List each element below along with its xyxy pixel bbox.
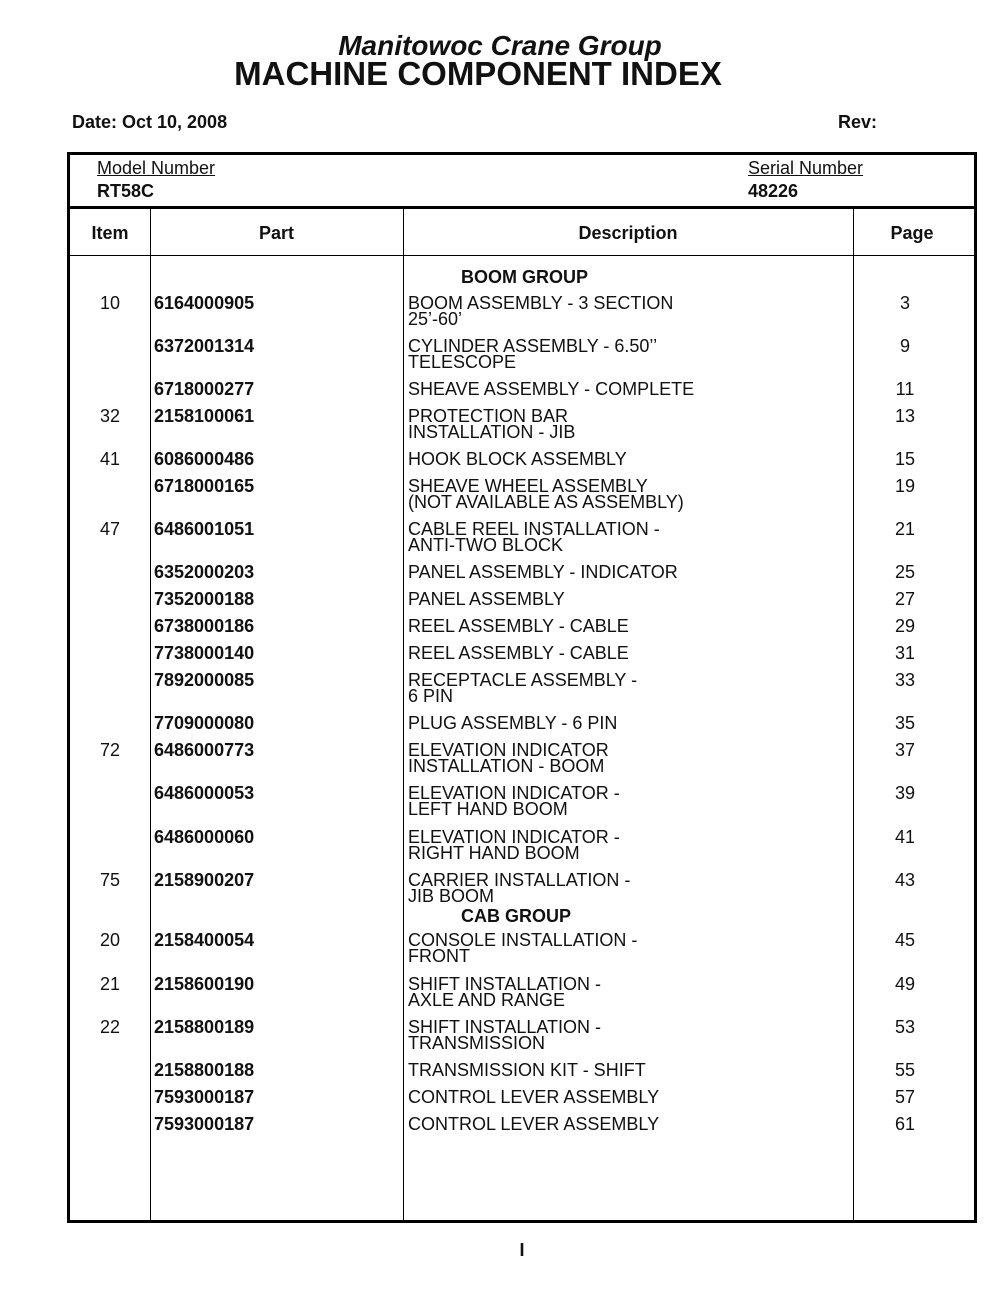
part-number: 2158800189 [154,1017,255,1037]
page-reference: 19 [894,476,916,496]
component-index-table [67,152,977,1223]
column-header-page: Page [890,223,934,243]
column-header-item: Item [91,223,129,243]
part-number: 6486001051 [154,519,255,539]
description-line: AXLE AND RANGE [408,990,566,1010]
part-number: 6738000186 [154,616,255,636]
part-number: 6718000277 [154,379,255,399]
page-reference: 35 [894,713,916,733]
description-line: (NOT AVAILABLE AS ASSEMBLY) [408,492,684,512]
description-line: SHEAVE WHEEL ASSEMBLY [408,476,648,496]
footer-page-number: I [519,1240,525,1260]
page-reference: 29 [894,616,916,636]
column-header-description: Description [578,223,678,243]
item-number: 10 [99,293,121,313]
model-number-label: Model Number [97,158,216,178]
page-reference: 61 [894,1114,916,1134]
page-reference: 11 [895,379,915,399]
page-reference: 9 [899,336,910,356]
item-number: 72 [99,740,121,760]
description-line: REEL ASSEMBLY - CABLE [408,643,629,663]
item-number: 75 [99,870,121,890]
item-number: 20 [99,930,121,950]
page-reference: 33 [894,670,916,690]
description-line: BOOM ASSEMBLY - 3 SECTION [408,293,674,313]
part-number: 6718000165 [154,476,255,496]
serial-number-label: Serial Number [748,158,864,178]
group-heading: BOOM GROUP [461,267,589,287]
description-line: FRONT [408,946,470,966]
part-number: 2158100061 [154,406,255,426]
description-line: PLUG ASSEMBLY - 6 PIN [408,713,618,733]
page-reference: 57 [894,1087,916,1107]
revision-label: Rev: [838,112,878,132]
page-reference: 25 [894,562,916,582]
page-reference: 13 [894,406,916,426]
description-line: CARRIER INSTALLATION - [408,870,631,890]
column-header-part: Part [258,223,294,243]
page-reference: 37 [894,740,916,760]
page-reference: 27 [894,589,916,609]
description-line: JIB BOOM [408,886,495,906]
description-line: PANEL ASSEMBLY [408,589,565,609]
part-number: 7709000080 [154,713,255,733]
description-line: 25’-60’ [408,309,463,329]
part-number: 6372001314 [154,336,255,356]
part-number: 6486000773 [154,740,255,760]
group-heading: CAB GROUP [461,906,572,926]
page-reference: 31 [894,643,916,663]
page-reference: 41 [894,827,916,847]
description-line: LEFT HAND BOOM [408,799,568,819]
serial-number-value: 48226 [748,181,799,201]
part-number: 2158600190 [154,974,255,994]
description-line: REEL ASSEMBLY - CABLE [408,616,629,636]
item-number: 32 [99,406,121,426]
page-reference: 53 [894,1017,916,1037]
part-number: 6486000053 [154,783,255,803]
item-number: 22 [99,1017,121,1037]
part-number: 7593000187 [154,1087,255,1107]
description-line: CYLINDER ASSEMBLY - 6.50’’ [408,336,658,356]
part-number: 2158800188 [154,1060,255,1080]
description-line: HOOK BLOCK ASSEMBLY [408,449,627,469]
page-reference: 55 [894,1060,916,1080]
description-line: SHEAVE ASSEMBLY - COMPLETE [408,379,695,399]
description-line: 6 PIN [408,686,454,706]
model-number-value: RT58C [97,181,155,201]
page-reference: 21 [894,519,916,539]
description-line: TRANSMISSION [408,1033,546,1053]
description-line: CONTROL LEVER ASSEMBLY [408,1114,660,1134]
description-line: RECEPTACLE ASSEMBLY - [408,670,638,690]
description-line: ANTI-TWO BLOCK [408,535,564,555]
page-reference: 49 [894,974,916,994]
description-line: PANEL ASSEMBLY - INDICATOR [408,562,678,582]
description-line: INSTALLATION - JIB [408,422,576,442]
document-title: MACHINE COMPONENT INDEX [234,55,722,92]
description-line: TELESCOPE [408,352,517,372]
part-number: 2158400054 [154,930,255,950]
description-line: ELEVATION INDICATOR - [408,827,620,847]
part-number: 7738000140 [154,643,255,663]
part-number: 7892000085 [154,670,255,690]
part-number: 6352000203 [154,562,255,582]
description-line: CONSOLE INSTALLATION - [408,930,638,950]
part-number: 6086000486 [154,449,255,469]
page-reference: 45 [894,930,916,950]
description-line: PROTECTION BAR [408,406,569,426]
description-line: SHIFT INSTALLATION - [408,974,602,994]
description-line: ELEVATION INDICATOR [408,740,609,760]
description-line: CABLE REEL INSTALLATION - [408,519,660,539]
page-reference: 39 [894,783,916,803]
description-line: ELEVATION INDICATOR - [408,783,620,803]
part-number: 7593000187 [154,1114,255,1134]
part-number: 6486000060 [154,827,255,847]
page-reference: 3 [899,293,910,313]
date-label: Date: Oct 10, 2008 [72,112,228,132]
table-body [70,155,974,1220]
page-reference: 15 [894,449,916,469]
description-line: INSTALLATION - BOOM [408,756,605,776]
description-line: SHIFT INSTALLATION - [408,1017,602,1037]
page-reference: 43 [894,870,916,890]
item-number: 47 [99,519,121,539]
item-number: 41 [99,449,121,469]
part-number: 6164000905 [154,293,255,313]
description-line: RIGHT HAND BOOM [408,843,580,863]
company-name: Manitowoc Crane Group [338,30,662,61]
part-number: 7352000188 [154,589,255,609]
description-line: CONTROL LEVER ASSEMBLY [408,1087,660,1107]
item-number: 21 [99,974,121,994]
part-number: 2158900207 [154,870,255,890]
description-line: TRANSMISSION KIT - SHIFT [408,1060,646,1080]
